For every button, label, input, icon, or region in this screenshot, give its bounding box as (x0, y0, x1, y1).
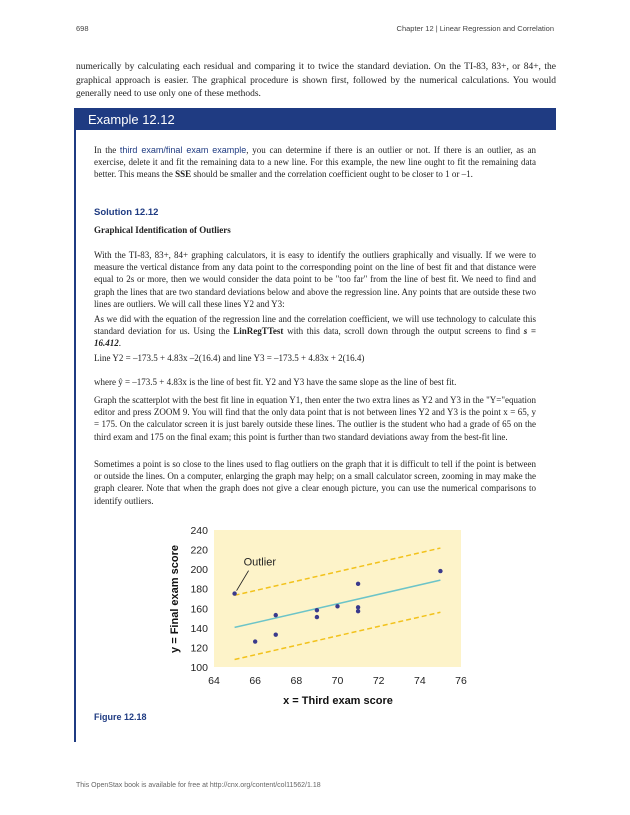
data-point (438, 569, 442, 573)
data-point (315, 615, 319, 619)
data-point (232, 591, 236, 595)
x-axis-label: x = Third exam score (283, 695, 393, 707)
example-text-mid: , you can determine if there is an outlier or not. If there is an outlier, as an exercise, delete it and fit the remaining data to a new line. For this example, the new line ought to fit the remaining data better. This means the (94, 145, 536, 180)
data-point (356, 582, 360, 586)
x-tick-label: 70 (331, 675, 344, 687)
figure-caption: Figure 12.18 (94, 712, 147, 722)
data-point (315, 608, 319, 612)
solution-title: Solution 12.12 (94, 207, 159, 218)
chapter-header: Chapter 12 | Linear Regression and Correlation (396, 24, 554, 33)
y-tick-label: 140 (190, 622, 208, 635)
y-tick-label: 240 (190, 525, 208, 537)
outlier-label: Outlier (243, 556, 276, 569)
y-tick-label: 220 (190, 544, 208, 557)
line-equations: Line Y2 = –173.5 + 4.83x –2(16.4) and line Y3 = –173.5 + 4.83x + 2(16.4) (94, 353, 365, 363)
example-title: Example 12.12 (88, 112, 175, 127)
solution-paragraph-4: Sometimes a point is so close to the lines used to flag outliers on the graph that it is difficult to tell if the point is between or outside the lines. On a computer, enlarging the graph may help; on a small calculator screen, zooming in may make the graph clearer. Note that when the graph does not give a clear enough picture, you can use the numerical comparisons to identify outliers. (94, 459, 536, 506)
x-tick-label: 76 (455, 675, 467, 687)
solution-paragraph-2 (94, 313, 536, 350)
p2-text-pre: As we did with the equation of the regression line and the correlation coefficient, we will use technology to calculate this standard deviation for us. Using the (94, 314, 536, 337)
intro-paragraph: numerically by calculating each residual and comparing it to twice the standard deviation. On the TI-83, 83+, or 84+, the graphical approach is easier. The graphical procedure is shown first, followed by the numerical calculations. You would generally need to use only one of these methods. (76, 62, 556, 99)
page-footer: This OpenStax book is available for free at http://cnx.org/content/col11562/1.18 (76, 782, 321, 789)
y-tick-label: 160 (190, 603, 208, 616)
data-point (274, 633, 278, 637)
data-point (356, 605, 360, 609)
sse-term: SSE (175, 169, 192, 180)
linregttest-term: LinRegTTest (233, 326, 284, 337)
data-point (356, 609, 360, 613)
solution-paragraph-3: Graph the scatterplot with the best fit line in equation Y1, then enter the two extra lines as Y2 and Y3 in the "Y="equation editor and press ZOOM 9. You will find that the only data point that is not between lines Y2 and Y3 is the point x = 65, y = 175. On the calculator screen it is just barely outside these lines. The outlier is the student who had a grade of 65 on the third exam and 175 on the final exam; this point is further than two standard deviations away from the best-fit line. (94, 395, 536, 442)
p2-text-post: . (118, 338, 121, 349)
y-tick-label: 180 (190, 583, 208, 596)
data-point (274, 613, 278, 617)
y-axis-label: y = Final exam score (169, 545, 181, 653)
y-tick-label: 200 (190, 564, 208, 577)
data-point (253, 639, 257, 643)
data-point (335, 604, 339, 608)
x-tick-label: 66 (249, 675, 262, 687)
x-tick-label: 74 (413, 675, 426, 687)
y-tick-label: 120 (190, 642, 208, 655)
x-tick-label: 68 (290, 675, 303, 687)
x-tick-label: 72 (372, 675, 385, 687)
third-exam-final-exam-link[interactable]: third exam/final exam example (119, 145, 247, 155)
solution-subhead: Graphical Identification of Outliers (94, 225, 231, 235)
example-side-rule (74, 130, 76, 742)
page-number: 698 (76, 24, 89, 33)
y-tick-label: 100 (190, 662, 208, 674)
s-value: s = 16.412 (94, 326, 536, 349)
x-tick-label: 64 (208, 675, 220, 687)
p2-text-mid: with this data, scroll down through the output screens to find (283, 326, 524, 337)
example-paragraph (94, 144, 536, 181)
best-fit-definition: where ŷ = –173.5 + 4.83x is the line of best fit. Y2 and Y3 have the same slope as the line of best fit. (94, 377, 457, 387)
example-text-pre: In the (94, 145, 120, 155)
plot-area (214, 530, 461, 667)
example-text-post: should be smaller and the correlation coefficient ought to be closer to 1 or –1. (191, 169, 473, 180)
scatter-chart (160, 517, 480, 715)
solution-paragraph-1: With the TI-83, 83+, 84+ graphing calculators, it is easy to identify the outliers graphically and visually. If we were to measure the vertical distance from any data point to the corresponding point on the line of best fit and that distance were equal to 2s or more, then we would consider the data point to be "too far" from the line of best fit. We need to find and graph the lines that are two standard deviations below and above the regression line. Any points that are outside these two lines are outliers. We will call these lines Y2 and Y3: (94, 250, 536, 309)
